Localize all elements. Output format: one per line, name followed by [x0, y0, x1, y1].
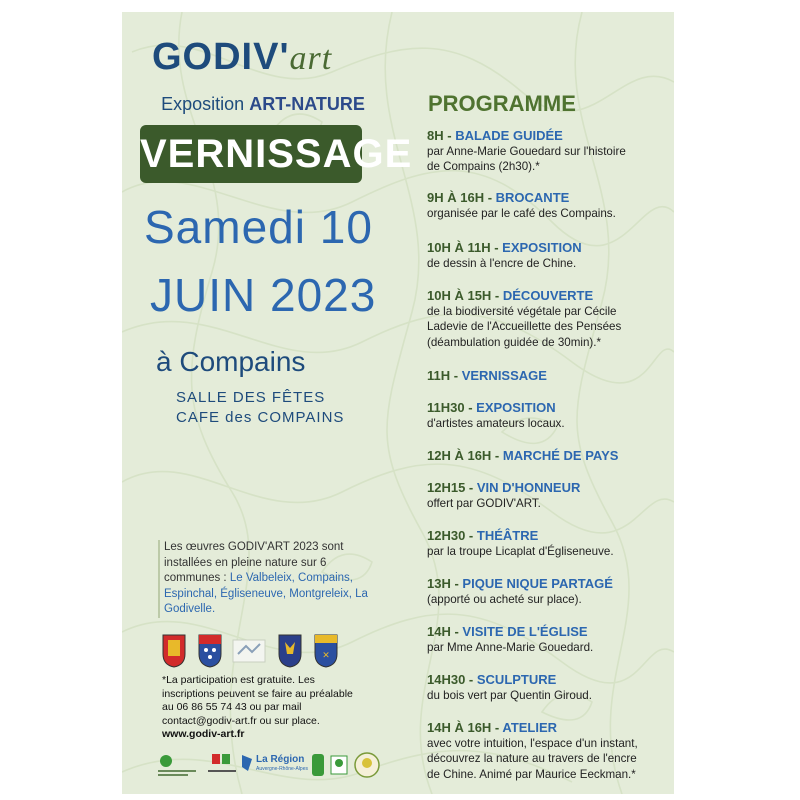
venue-line-2: CAFE des COMPAINS — [176, 409, 345, 426]
programme-activity: VISITE DE L'ÉGLISE — [462, 624, 588, 639]
programme-time: 11H — [427, 368, 451, 383]
programme-description-line: par la troupe Licaplat d'Égliseneuve. — [427, 544, 614, 558]
programme-activity: VERNISSAGE — [461, 368, 547, 383]
programme-item — [427, 368, 667, 384]
programme-activity: EXPOSITION — [502, 240, 582, 255]
programme-time: 12H15 — [427, 480, 466, 495]
coat-of-arms-icon — [162, 634, 186, 668]
programme-activity: EXPOSITION — [476, 400, 556, 415]
programme-separator: - — [465, 672, 477, 687]
programme-time: 14H — [427, 624, 451, 639]
poster — [122, 12, 674, 794]
programme-item — [427, 400, 667, 431]
programme-activity: BALADE GUIDÉE — [455, 128, 563, 143]
partner-logo-icon — [158, 752, 198, 778]
programme-item — [427, 720, 667, 782]
programme-item-heading — [427, 480, 667, 496]
partner-logo-icon — [330, 752, 348, 778]
programme-activity: BROCANTE — [495, 190, 570, 205]
programme-item — [427, 240, 667, 271]
programme-description-line: par Mme Anne-Marie Gouedard. — [427, 640, 594, 654]
programme-description-line: avec votre intuition, l'espace d'un instant, — [427, 736, 638, 750]
programme-description-line: du bois vert par Quentin Giroud. — [427, 688, 592, 702]
programme-time: 8H — [427, 128, 444, 143]
programme-activity: THÉÂTRE — [476, 528, 539, 543]
info-towns: Le Valbeleix, Compains, Espinchal, Égliseneuve, Montgreleix, La Godivelle. — [164, 572, 368, 615]
programme-item — [427, 576, 667, 607]
programme-separator: - — [465, 480, 477, 495]
programme-description-line: découvrez la nature au travers de l'encre — [427, 752, 637, 765]
note-line: au 06 86 55 74 43 ou par mail — [162, 701, 302, 713]
programme-item-heading — [427, 240, 667, 256]
programme-description-line: (apporté ou acheté sur place). — [427, 592, 582, 606]
programme-item-heading — [427, 400, 667, 416]
logo-main-text: GODIV' — [152, 36, 290, 78]
programme-item-heading — [427, 672, 667, 688]
godivart-logo — [152, 36, 332, 79]
programme-description-line: organisée par le café des Compains. — [427, 206, 616, 220]
emblem-icon — [232, 634, 266, 668]
programme-item-heading — [427, 368, 667, 384]
programme-item-heading — [427, 720, 667, 736]
partner-logo-icon — [354, 751, 380, 779]
partner-logo-icon — [208, 752, 238, 778]
programme-description-line: d'artistes amateurs locaux. — [427, 416, 565, 430]
programme-description-line: offert par GODIV'ART. — [427, 496, 541, 510]
programme-time: 9H À 16H — [427, 190, 485, 205]
programme-activity: ATELIER — [502, 720, 558, 735]
programme-activity: PIQUE NIQUE PARTAGÉ — [462, 576, 613, 591]
programme-item-heading — [427, 448, 667, 464]
programme-time: 12H30 — [427, 528, 466, 543]
programme-separator: - — [491, 720, 503, 735]
region-name: La Région — [256, 754, 305, 765]
programme-item — [427, 190, 667, 221]
exposition-subtitle — [152, 94, 374, 115]
website-link[interactable]: www.godiv-art.fr — [162, 728, 245, 740]
programme-item-heading — [427, 128, 667, 144]
programme-item — [427, 288, 667, 350]
expo-prefix: Exposition — [161, 94, 245, 114]
partner-logo-icon — [310, 752, 326, 778]
programme-activity: SCULPTURE — [476, 672, 557, 687]
programme-description-line: de Compains (2h30).* — [427, 160, 540, 173]
programme-time: 10H À 11H — [427, 240, 491, 255]
programme-activity: VIN D'HONNEUR — [476, 480, 581, 495]
venue-line-1: SALLE DES FÊTES — [176, 389, 326, 406]
programme-description-line: (déambulation guidée de 30min).* — [427, 335, 602, 349]
date-line-2: JUIN 2023 — [150, 269, 377, 321]
programme-separator: - — [465, 528, 477, 543]
note-line: contact@godiv-art.fr ou sur place. — [162, 714, 320, 727]
programme-time: 11H30 — [427, 400, 465, 415]
programme-separator: - — [490, 240, 503, 255]
programme-separator: - — [450, 624, 463, 639]
programme-description-line: par Anne-Marie Gouedard sur l'histoire — [427, 144, 626, 158]
vernissage-banner: VERNISSAGE — [140, 125, 362, 183]
programme-separator: - — [450, 576, 463, 591]
note-line: *La participation est gratuite. Les — [162, 674, 315, 686]
programme-description-line: Ladevie de l'Accueillette des Pensées — [427, 320, 622, 333]
programme-separator: - — [464, 400, 477, 415]
programme-item-heading — [427, 288, 667, 304]
programme-separator: - — [491, 288, 503, 303]
expo-strong: ART-NATURE — [249, 94, 365, 114]
note-line: inscriptions peuvent se faire au préalable — [162, 687, 353, 700]
coat-of-arms-icon — [314, 634, 338, 668]
programme-item — [427, 128, 667, 175]
programme-time: 13H — [427, 576, 451, 591]
date-line-1: Samedi 10 — [144, 201, 373, 253]
svg-text:✕: ✕ — [322, 651, 330, 661]
programme-activity: MARCHÉ DE PAYS — [502, 448, 619, 463]
programme-item-heading — [427, 576, 667, 592]
region-subtitle: Auvergne-Rhône-Alpes — [256, 766, 308, 772]
info-paragraph — [158, 540, 374, 618]
logo-art-text: art — [289, 40, 333, 77]
programme-description-line: de la biodiversité végétale par Cécile — [427, 304, 617, 318]
programme-item — [427, 448, 667, 464]
programme-time: 14H30 — [427, 672, 466, 687]
coat-of-arms-icon — [278, 634, 302, 668]
programme-separator: - — [450, 368, 462, 383]
programme-activity: DÉCOUVERTE — [502, 288, 594, 303]
coat-of-arms-row — [162, 634, 372, 670]
participation-note — [162, 674, 372, 742]
programme-item — [427, 624, 667, 655]
info-intro: Les œuvres GODIV'ART 2023 sont installées en pleine nature sur 6 communes : — [164, 541, 344, 584]
programme-item — [427, 672, 667, 703]
programme-title: PROGRAMME — [428, 91, 576, 116]
programme-time: 14H À 16H — [427, 720, 492, 735]
programme-item-heading — [427, 624, 667, 640]
programme-time: 12H À 16H — [427, 448, 492, 463]
programme-item-heading — [427, 528, 667, 544]
programme-separator: - — [443, 128, 456, 143]
coat-of-arms-icon — [198, 634, 222, 668]
partner-logos — [158, 750, 380, 782]
programme-time: 10H À 15H — [427, 288, 492, 303]
programme-item — [427, 528, 667, 559]
programme-item-heading — [427, 190, 667, 206]
programme-description-line: de dessin à l'encre de Chine. — [427, 256, 577, 270]
programme-description-line: de Chine. Animé par Maurice Eeckman.* — [427, 767, 636, 781]
programme-item — [427, 480, 667, 511]
event-place: à Compains — [156, 346, 306, 377]
programme-separator: - — [491, 448, 503, 463]
programme-separator: - — [484, 190, 496, 205]
region-logo-icon — [240, 753, 254, 773]
